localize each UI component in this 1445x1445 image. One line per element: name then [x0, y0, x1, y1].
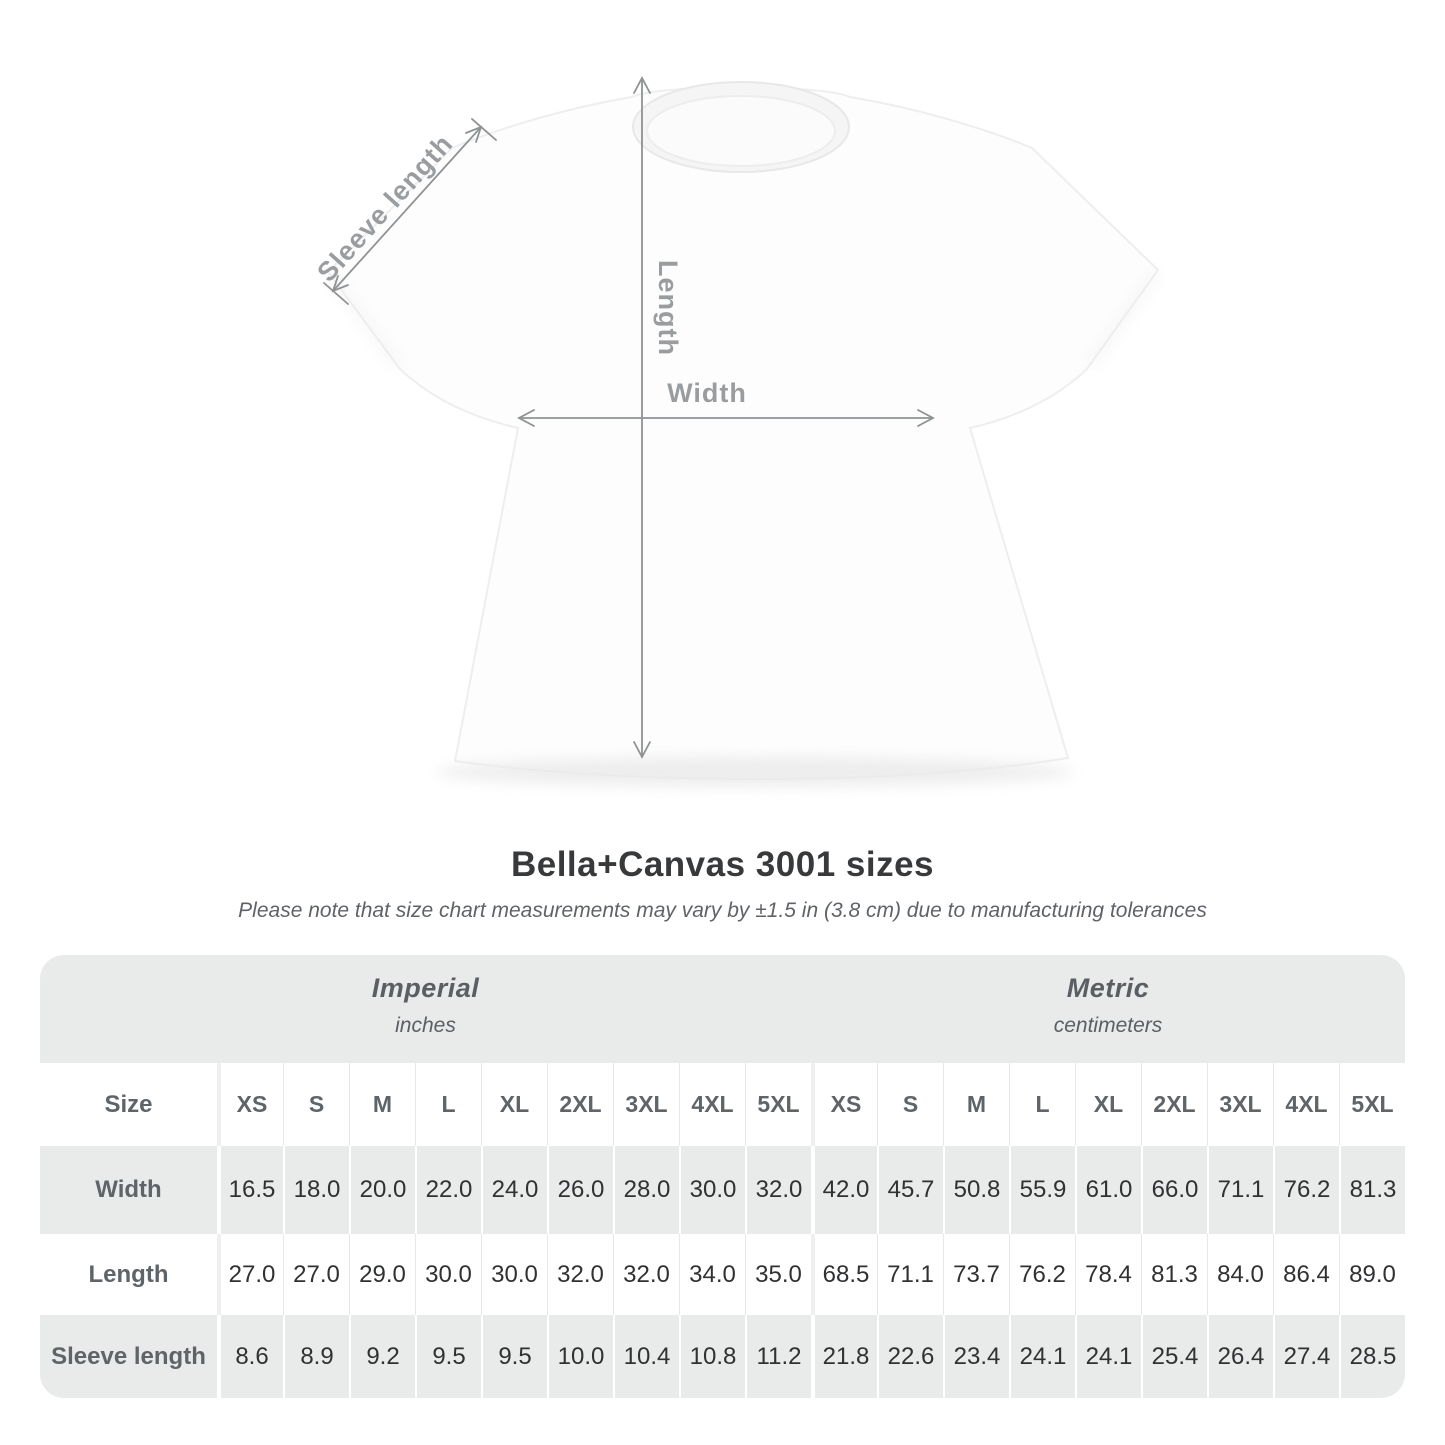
- value-cell: 32.0: [613, 1234, 679, 1315]
- size-header-cell: 4XL: [679, 1063, 745, 1146]
- imperial-unit-label: inches: [395, 1014, 456, 1037]
- size-header-cell: M: [943, 1063, 1009, 1146]
- value-cell: 26.4: [1207, 1315, 1273, 1398]
- value-cell: 30.0: [415, 1234, 481, 1315]
- tshirt-graphic: [328, 82, 1158, 787]
- value-cell: 27.0: [217, 1234, 283, 1315]
- value-cell: 9.5: [481, 1315, 547, 1398]
- value-cell: 22.6: [877, 1315, 943, 1398]
- value-cell: 26.0: [547, 1146, 613, 1234]
- size-header-cell: L: [415, 1063, 481, 1146]
- size-header-cell: XL: [481, 1063, 547, 1146]
- value-cell: 23.4: [943, 1315, 1009, 1398]
- value-cell: 24.1: [1075, 1315, 1141, 1398]
- value-cell: 61.0: [1075, 1146, 1141, 1234]
- size-header-cell: 3XL: [613, 1063, 679, 1146]
- value-cell: 55.9: [1009, 1146, 1075, 1234]
- size-header-cell: XL: [1075, 1063, 1141, 1146]
- table-row-width: [40, 1146, 1405, 1234]
- value-cell: 25.4: [1141, 1315, 1207, 1398]
- metric-unit-label: centimeters: [1053, 1014, 1163, 1037]
- value-cell: 27.4: [1273, 1315, 1339, 1398]
- table-row-sleeve-length: [40, 1315, 1405, 1398]
- size-header-cell: L: [1009, 1063, 1075, 1146]
- value-cell: 71.1: [877, 1234, 943, 1315]
- value-cell: 81.3: [1339, 1146, 1405, 1234]
- length-label: Length: [653, 260, 683, 356]
- size-header-cell: 4XL: [1273, 1063, 1339, 1146]
- value-cell: 9.2: [349, 1315, 415, 1398]
- size-header-cell: M: [349, 1063, 415, 1146]
- size-header-row: [40, 1063, 1405, 1146]
- value-cell: 68.5: [811, 1234, 877, 1315]
- size-table: [40, 955, 1405, 1398]
- value-cell: 8.6: [217, 1315, 283, 1398]
- value-cell: 29.0: [349, 1234, 415, 1315]
- value-cell: 24.0: [481, 1146, 547, 1234]
- value-cell: 30.0: [481, 1234, 547, 1315]
- value-cell: 66.0: [1141, 1146, 1207, 1234]
- unit-header-row: [40, 955, 1405, 1063]
- size-header-cell: 2XL: [547, 1063, 613, 1146]
- size-column-header: Size: [104, 1090, 153, 1118]
- imperial-label: Imperial: [371, 973, 480, 1003]
- size-header-cell: 5XL: [1339, 1063, 1405, 1146]
- value-cell: 32.0: [547, 1234, 613, 1315]
- value-cell: 71.1: [1207, 1146, 1273, 1234]
- size-header-cell: 3XL: [1207, 1063, 1273, 1146]
- value-cell: 28.0: [613, 1146, 679, 1234]
- size-header-cell: S: [877, 1063, 943, 1146]
- value-cell: 10.4: [613, 1315, 679, 1398]
- unit-header-metric: [811, 955, 1405, 1063]
- value-cell: 30.0: [679, 1146, 745, 1234]
- value-cell: 32.0: [745, 1146, 811, 1234]
- size-header-cell: XS: [217, 1063, 283, 1146]
- hem-shadow: [435, 757, 1075, 787]
- unit-header-imperial: [40, 955, 811, 1063]
- value-cell: 18.0: [283, 1146, 349, 1234]
- value-cell: 10.8: [679, 1315, 745, 1398]
- metric-label: Metric: [1066, 973, 1150, 1003]
- sleeve-length-label: Sleeve length: [311, 128, 459, 288]
- tolerance-note: Please note that size chart measurements may vary by ±1.5 in (3.8 cm) due to manufacturing tolerances: [238, 899, 1207, 922]
- row-label-width: Width: [95, 1176, 162, 1203]
- size-header-cell: XS: [811, 1063, 877, 1146]
- value-cell: 27.0: [283, 1234, 349, 1315]
- size-header-cell: S: [283, 1063, 349, 1146]
- table-row-length: [40, 1234, 1405, 1315]
- value-cell: 9.5: [415, 1315, 481, 1398]
- size-header-cell: 5XL: [745, 1063, 811, 1146]
- value-cell: 20.0: [349, 1146, 415, 1234]
- page-title: Bella+Canvas 3001 sizes: [510, 845, 935, 884]
- value-cell: 76.2: [1273, 1146, 1339, 1234]
- value-cell: 89.0: [1339, 1234, 1405, 1315]
- value-cell: 24.1: [1009, 1315, 1075, 1398]
- value-cell: 78.4: [1075, 1234, 1141, 1315]
- row-label-length: Length: [88, 1260, 169, 1288]
- value-cell: 21.8: [811, 1315, 877, 1398]
- width-label: Width: [667, 378, 747, 408]
- value-cell: 76.2: [1009, 1234, 1075, 1315]
- value-cell: 42.0: [811, 1146, 877, 1234]
- value-cell: 35.0: [745, 1234, 811, 1315]
- value-cell: 81.3: [1141, 1234, 1207, 1315]
- value-cell: 22.0: [415, 1146, 481, 1234]
- value-cell: 10.0: [547, 1315, 613, 1398]
- value-cell: 86.4: [1273, 1234, 1339, 1315]
- value-cell: 45.7: [877, 1146, 943, 1234]
- value-cell: 16.5: [217, 1146, 283, 1234]
- value-cell: 8.9: [283, 1315, 349, 1398]
- value-cell: 11.2: [745, 1315, 811, 1398]
- value-cell: 28.5: [1339, 1315, 1405, 1398]
- title-block: [0, 845, 1445, 923]
- value-cell: 34.0: [679, 1234, 745, 1315]
- value-cell: 84.0: [1207, 1234, 1273, 1315]
- value-cell: 73.7: [943, 1234, 1009, 1315]
- row-label-sleeve-length: Sleeve length: [51, 1342, 206, 1370]
- value-cell: 50.8: [943, 1146, 1009, 1234]
- size-header-cell: 2XL: [1141, 1063, 1207, 1146]
